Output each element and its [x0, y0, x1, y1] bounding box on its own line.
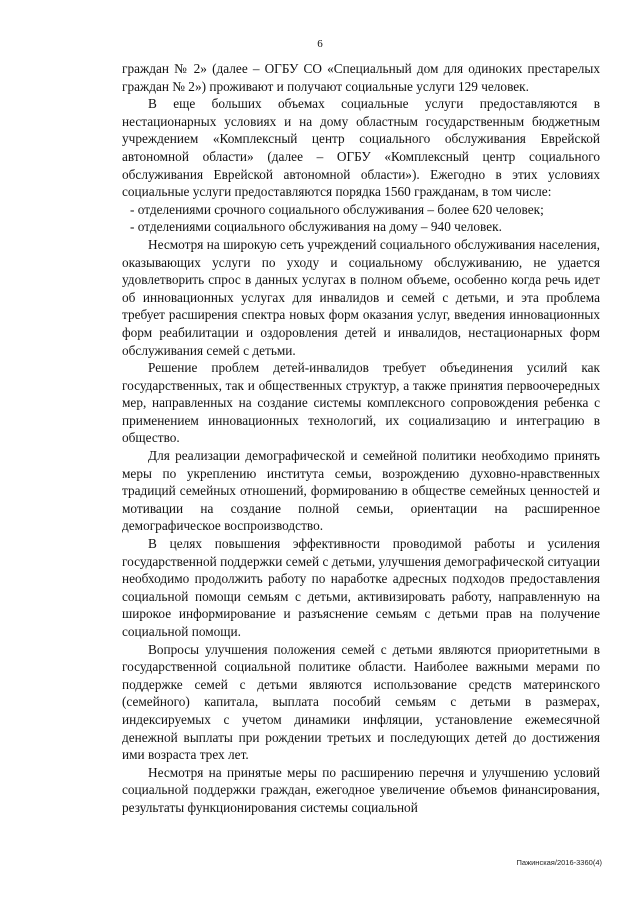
paragraph: Решение проблем детей-инвалидов требует объединения усилий как государственных, так и общественных структур, а также принятия первоочередных мер, направленных на создание системы комплексного сопровождения ребенка с применением инновационных технологий, их социализацию и интеграцию в общество. — [122, 360, 600, 446]
paragraph: Для реализации демографической и семейной политики необходимо принять меры по укреплению института семьи, возрождению духовно-нравственных традиций семейных отношений, формированию в обществе семейных ценностей и мотивации на создание полной семьи, ориентации на расширенное демографическое воспроизводство. — [122, 448, 600, 534]
page-number: 6 — [317, 38, 323, 50]
document-body — [122, 60, 600, 817]
paragraph: В целях повышения эффективности проводимой работы и усиления государственной поддержки семей с детьми, улучшения демографической ситуации необходимо продолжить работу по наработке адресных подходов предоставления социальной помощи семьям с детьми, активизировать работу, направленную на широкое информирование и разъяснение семьям с детьми прав на получение социальной помощи. — [122, 536, 600, 639]
paragraph: Несмотря на принятые меры по расширению перечня и улучшению условий социальной поддержки граждан, ежегодное увеличение объемов финансирования, результаты функционирования системы социальной — [122, 764, 600, 815]
paragraph: Вопросы улучшения положения семей с детьми являются приоритетными в государственной социальной политике области. Наиболее важными мерами по поддержке семей с детьми являются использование средств материнского (семейного) капитала, выплата пособий семьям с детьми в размерах, индексируемых с учетом динамики инфляции, установление ежемесячной денежной выплаты при рождении третьих и последующих детей до достижения ими возраста трех лет. — [122, 641, 600, 763]
paragraph: В еще больших объемах социальные услуги предоставляются в нестационарных условиях и на дому областным государственным бюджетным учреждением «Комплексный центр социального обслуживания Еврейской автономной области» (далее – ОГБУ «Комплексный центр социального обслуживания Еврейской автономной области»). Ежегодно в этих условиях социальные услуги предоставляются порядка 1560 гражданам, в том числе: — [122, 96, 600, 200]
paragraph: Несмотря на широкую сеть учреждений социального обслуживания населения, оказывающих услуги по уходу и социальному обслуживанию, не удается удовлетворить спрос в данных услугах в полном объеме, особенно когда речь идет об инновационных услугах для инвалидов и семей с детьми, и эта проблема требует расширения спектра новых форм оказания услуг, введения инновационных форм реабилитации и оздоровления детей и инвалидов, нестационарных форм обслуживания семей с детьми. — [122, 236, 600, 358]
list-item: - отделениями социального обслуживания на дому – 940 человек. — [130, 219, 502, 235]
paragraph: граждан № 2» (далее – ОГБУ СО «Специальный дом для одиноких престарелых граждан № 2») проживают и получают социальные услуги 129 человек. — [122, 61, 600, 94]
document-footer-reference: Пажинская/2016-3360(4) — [516, 858, 602, 867]
list-item: - отделениями срочного социального обслуживания – более 620 человек; — [130, 201, 544, 217]
